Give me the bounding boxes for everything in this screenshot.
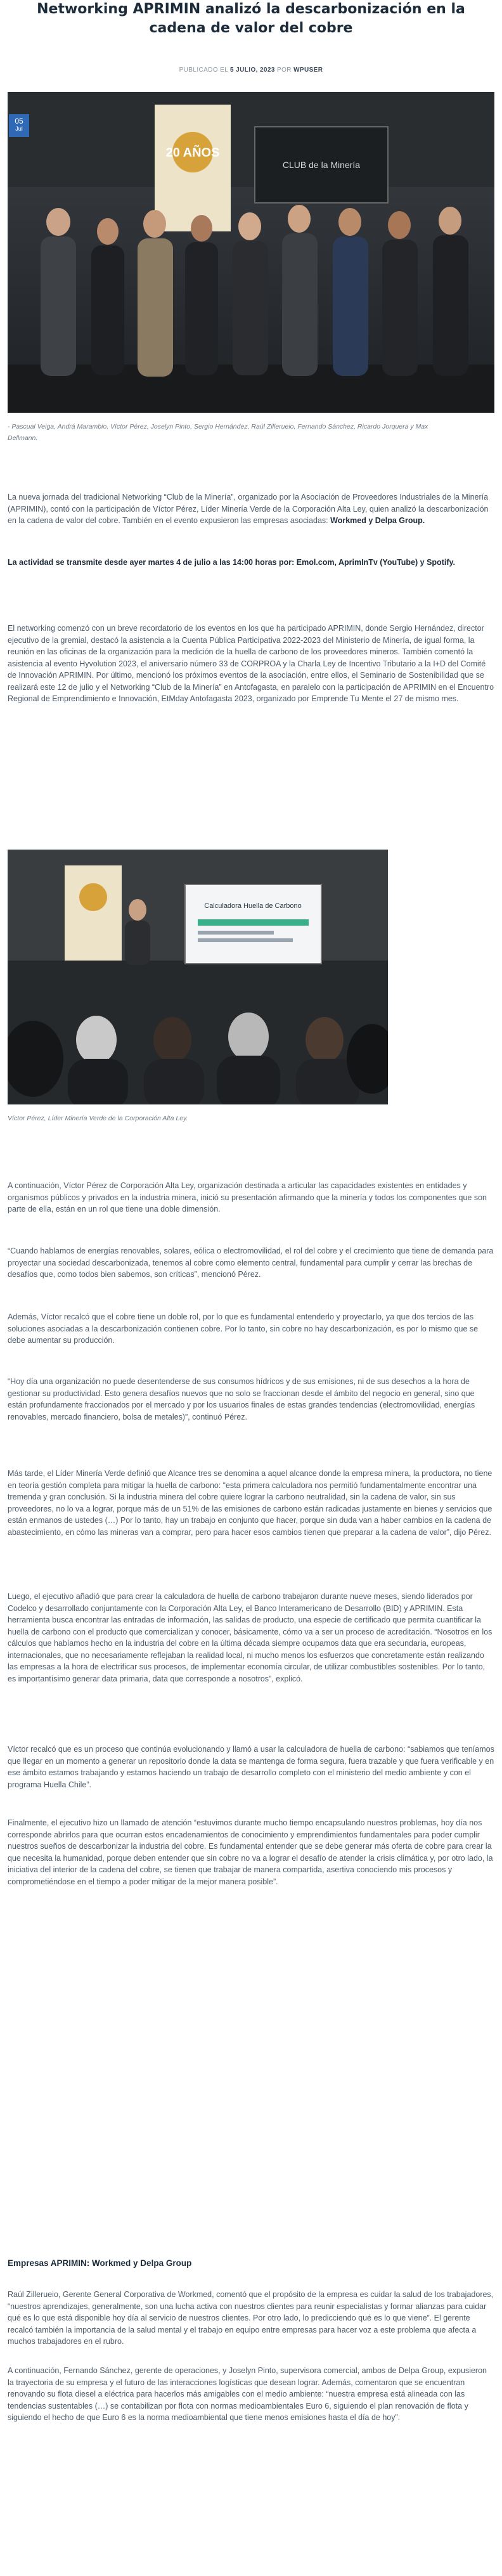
author-link[interactable]: WPUSER [293,67,323,74]
photo2-caption: Víctor Pérez, Líder Minería Verde de la Corporación Alta Ley. [8,1115,188,1122]
published-label: PUBLICADO EL [179,67,228,74]
date-badge-day: 05 [15,117,23,126]
paragraph-quote-organization: “Hoy día una organización no puede desentenderse de sus consumos hídricos y de sus emisiones, ni de sus desechos a la hora de gestionar su productividad. Esto genera desafíos nuevos que no solo se fraccionan desde el ámbito del negocio en general, sino que están profundamente fraccionados por el mercado y por los usuarios finales de estas grandes tendencias (electromovilidad, energías renovables, mercado financiero, bolsa de metales)”, continuó Pérez. [8,1377,475,1421]
slide-text: CLUB de la Minería [282,160,361,170]
section-heading-companies: Empresas APRIMIN: Workmed y Delpa Group [8,2258,192,2268]
group-photo-image [8,92,494,413]
by-label: POR [277,67,292,74]
paragraph-intro [8,491,494,527]
screen-text: Calculadora Huella de Carbono [204,902,302,910]
speaker-photo-image [8,850,388,1104]
paragraph-final-call: Finalmente, el ejecutivo hizo un llamado de atención “estuvimos durante mucho tiempo encapsulando nuestros problemas, hoy día nos corresponde abrirlos para que ocurran estos encadenamientos de conocimiento y emprendimientos fundamentales para poder cumplir nuestros sueños de descarbonizar la industria del cobre. Es fundamental entender que se debe generar más oferta de cobre para crear la que necesita la humanidad, porque deben entender que sin cobre no va a lograr el desafío de atender la crisis climática y, por otro lado, la iniciativa del interior de la cadena del cobre, se tienen que trabajar de manera compartida, asertiva conociendo mis procesos y comprometiéndose en el tiempo a poder mitigar de la mejor manera posible”. [8,1818,493,1886]
photo1-caption: - Pascual Veiga, Andrá Marambio, Víctor Pérez, Joselyn Pinto, Sergio Hernández, Raúl Zillerueio, Fernando Sánchez, Ricardo Jorquera y Max Dellmann. [8,423,428,442]
paragraph-broadcast: La actividad se transmite desde ayer martes 4 de julio a las 14:00 horas por: Emol.com, AprimInTv (YouTube) y Spotify. [8,558,455,567]
article-meta [0,67,502,74]
paragraph-intro-companies: Workmed y Delpa Group. [330,516,425,525]
paragraph-events: El networking comenzó con un breve recordatorio de los eventos en los que ha participado APRIMIN, donde Sergio Hernández, director ejecutivo de la gremial, destacó la asistencia a la Cuenta Pública Participativa 2022-2023 del Ministerio de Minería, de igual forma, la reunión en las oficinas de la organización para la medición de la huella de carbono de los proveedores mineros. También comentó la asistencia al evento Hyvolution 2023, el aniversario número 33 de CORPROA y la Charla Ley de Incentivo Tributario a la I+D del Comité de Innovación APRIMIN. Por último, mencionó los próximos eventos de la asociación, entre ellos, el Seminario de Sostenibilidad que se realizará este 12 de julio y el Networking “Club de la Minería” en Antofagasta, en paralelo con la participación de APRIMIN en el Encuentro Regional de Emprendimiento e Innovación, EtMday Antofagasta 2023, organizado por Emprende Tu Mente el 27 de mismo mes. [8,624,494,703]
paragraph-quote-copper: “Cuando hablamos de energías renovables, solares, eólica o electromovilidad, el rol del cobre y el crecimiento que tiene de demanda para proyectar una sociedad descarbonizada, tenemos al cobre como elemento central, fundamental para cumplir y cerrar las brechas de desafíos que, como todos bien sabemos, son críticas”, mencionó Pérez. [8,1246,494,1279]
group-photo [8,92,494,413]
banner-text: 20 AÑOS [165,146,220,160]
date-badge-month: Jul [15,126,23,132]
paragraph-repository: Víctor recalcó que es un proceso que continúa evolucionando y llamó a usar la calculadora de huella de carbono: “sabiamos que teníamos que llegar en un momento a generar un repositorio donde la data se mantenga de forma segura, fuera trazable y que fuera verificable y en ese ámbito estamos trabajando y estamos haciendo un trabajo de desarrollo completo con el ministerio del medio ambiente y con el programa Huella Chile”. [8,1745,494,1789]
date-badge [9,114,29,137]
speaker-photo [8,850,388,1104]
publish-date[interactable]: 5 JULIO, 2023 [230,67,275,74]
paragraph-scope-three: Más tarde, el Líder Minería Verde definió que Alcance tres se denomina a aquel alcance donde la empresa minera, la productora, no tiene en teoría gestión completa para mitigar la huella de carbono: “esta primera calculadora nos permitió fundamentalmente encontrar una tremenda y gran conclusión. Si la industria minera del cobre quiere lograr la carbono neutralidad, sin la cadena de valor, sin sus proveedores, no lo va a lograr, porque más de un 51% de las emisiones de carbono están radicadas justamente en bienes y servicios que están enmanos de ustedes (…) Por lo tanto, hay un trabajo en conjunto que hacer, porque sin duda van a haber cambios en la cadena de abastecimiento, en cómo las mineras van a comprar, pero para hacer esos cambios tienen que preparar a la cadena de valor”, dijo Pérez. [8,1469,492,1537]
article-title: Networking APRIMIN analizó la descarbonización en la cadena de valor del cobre [37,1,465,36]
paragraph-intro-text: La nueva jornada del tradicional Networking “Club de la Minería”, organizado por la Asociación de Proveedores Industriales de la Minería (APRIMIN), contó con la participación de Víctor Pérez, Líder Minería Verde de la Corporación Alta Ley, quien analizó la descarbonización en la cadena de valor del cobre. También en el evento expusieron las empresas asociadas: [8,493,489,525]
paragraph-double-role: Además, Víctor recalcó que el cobre tiene un doble rol, por lo que es fundamental entenderlo y proyectarlo, ya que dos tercios de las soluciones asociadas a la descarbonización contienen cobre. Por lo tanto, sin cobre no hay descarbonización, es por lo mismo que se debe aumentar su producción. [8,1312,479,1345]
paragraph-calculator: Luego, el ejecutivo añadió que para crear la calculadora de huella de carbono trabajaron durante nueve meses, siendo liderados por Codelco y desarrollado conjuntamente con la Corporación Alta Ley, el Banco Interamericano de Desarrollo (BID) y APRIMIN. Esta herramienta busca encontrar las entradas de información, las salidas de producto, una especie de certificado que permita cuantificar la huella de carbono con el producto que comercializan y conocer, básicamente, cómo va a ser un proceso de acreditación. “Nosotros en los cálculos que habíamos hecho en la industria del cobre en la última década siempre ocupamos data que era secundaria, europeas, internacionales, que no necesariamente reflejaban la realidad local, ni mucho menos los esfuerzos que concretamente están realizando las empresas a la hora de electrificar sus procesos, de implementar economía circular, de utilizar combustibles sostenibles. Por lo tanto, es importantísimo generar data primaria, data que corresponde a nosotros”, explicó. [8,1592,492,1683]
paragraph-delpa: A continuación, Fernando Sánchez, gerente de operaciones, y Joselyn Pinto, supervisora comercial, ambos de Delpa Group, expusieron la trayectoria de su empresa y el futuro de las interacciones logísticas que desean lograr. Además, comentaron que se encuentran renovando su flota diesel a eléctrica para hacerlos más amigables con el medio ambiente: “nuestra empresa está alineada con las tendencias sustentables (…) se contabilizan por flota con normas medioambientales Euro 6, siguiendo el plan renovación de flota y siguiendo el hecho de que Euro 6 es la norma medioambiental que tiene menos emisiones hasta el día de hoy”. [8,2366,487,2422]
paragraph-workmed: Raúl Zillerueio, Gerente General Corporativa de Workmed, comentó que el propósito de la empresa es cuidar la salud de los trabajadores, “nuestros aprendizajes, generalmente, son una lucha activa con nuestros clientes para reunir especialistas y formar alianzas para cuidar qué es lo que está disponible hoy día al servicio de nuestros clientes. Por otro lado, lo predicciendo qué es lo que viene”. El gerente recalcó también la importancia de la salud mental y el trabajo en equipo entre empresas para hacer voz a este problema que afecta a muchos trabajadores en el rubro. [8,2290,494,2346]
paragraph-speaker-intro: A continuación, Víctor Pérez de Corporación Alta Ley, organización destinada a articular las capacidades existentes en entidades y organismos públicos y privados en la industria minera, inició su presentación afirmando que la minería y todos los componentes que son parte de ella, están en un rol que tiene una doble dimensión. [8,1181,487,1214]
